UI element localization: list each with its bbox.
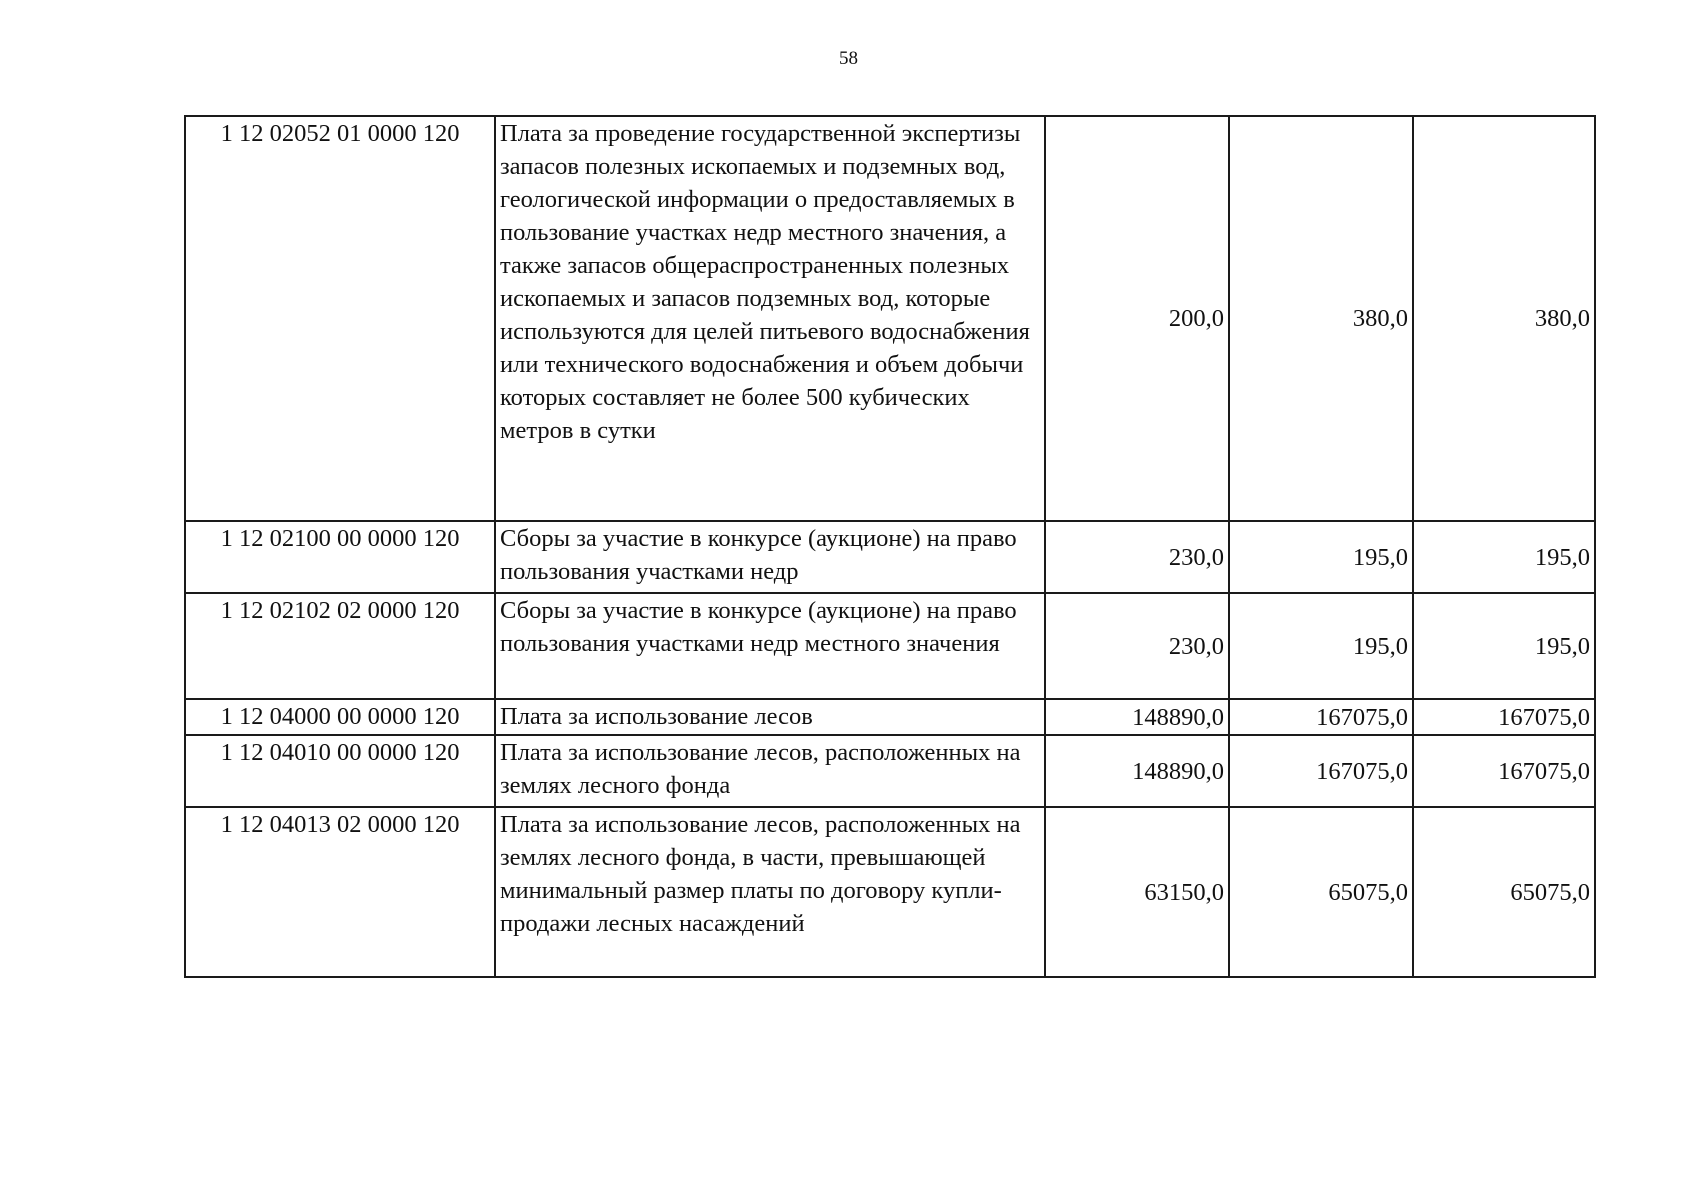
row-value-3: 167075,0 — [1413, 699, 1595, 735]
row-value-1: 200,0 — [1045, 116, 1229, 521]
row-code: 1 12 04010 00 0000 120 — [185, 735, 495, 807]
row-description: Плата за использование лесов, расположенных на землях лесного фонда, в части, превышающей минимальный размер платы по договору купли-продажи лесных насаждений — [495, 807, 1045, 977]
budget-table — [184, 115, 1596, 978]
row-description: Плата за проведение государственной экспертизы запасов полезных ископаемых и подземных вод, геологической информации о предоставляемых в пользование участках недр местного значения, а также запасов общераспространенных полезных ископаемых и запасов подземных вод, которые используются для целей питьевого водоснабжения или технического водоснабжения и объем добычи которых составляет не более 500 кубических метров в сутки — [495, 116, 1045, 521]
row-code: 1 12 02052 01 0000 120 — [185, 116, 495, 521]
table-row — [185, 735, 1595, 807]
row-value-2: 195,0 — [1229, 593, 1413, 699]
row-description: Плата за использование лесов, расположенных на землях лесного фонда — [495, 735, 1045, 807]
row-value-2: 167075,0 — [1229, 735, 1413, 807]
row-value-2: 380,0 — [1229, 116, 1413, 521]
row-code: 1 12 02100 00 0000 120 — [185, 521, 495, 593]
row-value-3: 195,0 — [1413, 593, 1595, 699]
row-description: Сборы за участие в конкурсе (аукционе) на право пользования участками недр — [495, 521, 1045, 593]
row-value-2: 167075,0 — [1229, 699, 1413, 735]
row-value-3: 65075,0 — [1413, 807, 1595, 977]
row-description: Сборы за участие в конкурсе (аукционе) на право пользования участками недр местного значения — [495, 593, 1045, 699]
table-row — [185, 593, 1595, 699]
table-row — [185, 116, 1595, 521]
row-value-2: 195,0 — [1229, 521, 1413, 593]
row-code: 1 12 04000 00 0000 120 — [185, 699, 495, 735]
table-row — [185, 521, 1595, 593]
row-value-1: 148890,0 — [1045, 735, 1229, 807]
row-value-3: 195,0 — [1413, 521, 1595, 593]
table-row — [185, 807, 1595, 977]
row-value-3: 167075,0 — [1413, 735, 1595, 807]
row-value-2: 65075,0 — [1229, 807, 1413, 977]
page-number: 58 — [839, 48, 858, 69]
row-value-3: 380,0 — [1413, 116, 1595, 521]
row-description: Плата за использование лесов — [495, 699, 1045, 735]
row-code: 1 12 02102 02 0000 120 — [185, 593, 495, 699]
row-value-1: 148890,0 — [1045, 699, 1229, 735]
row-value-1: 230,0 — [1045, 593, 1229, 699]
row-value-1: 230,0 — [1045, 521, 1229, 593]
row-code: 1 12 04013 02 0000 120 — [185, 807, 495, 977]
row-value-1: 63150,0 — [1045, 807, 1229, 977]
table-row — [185, 699, 1595, 735]
